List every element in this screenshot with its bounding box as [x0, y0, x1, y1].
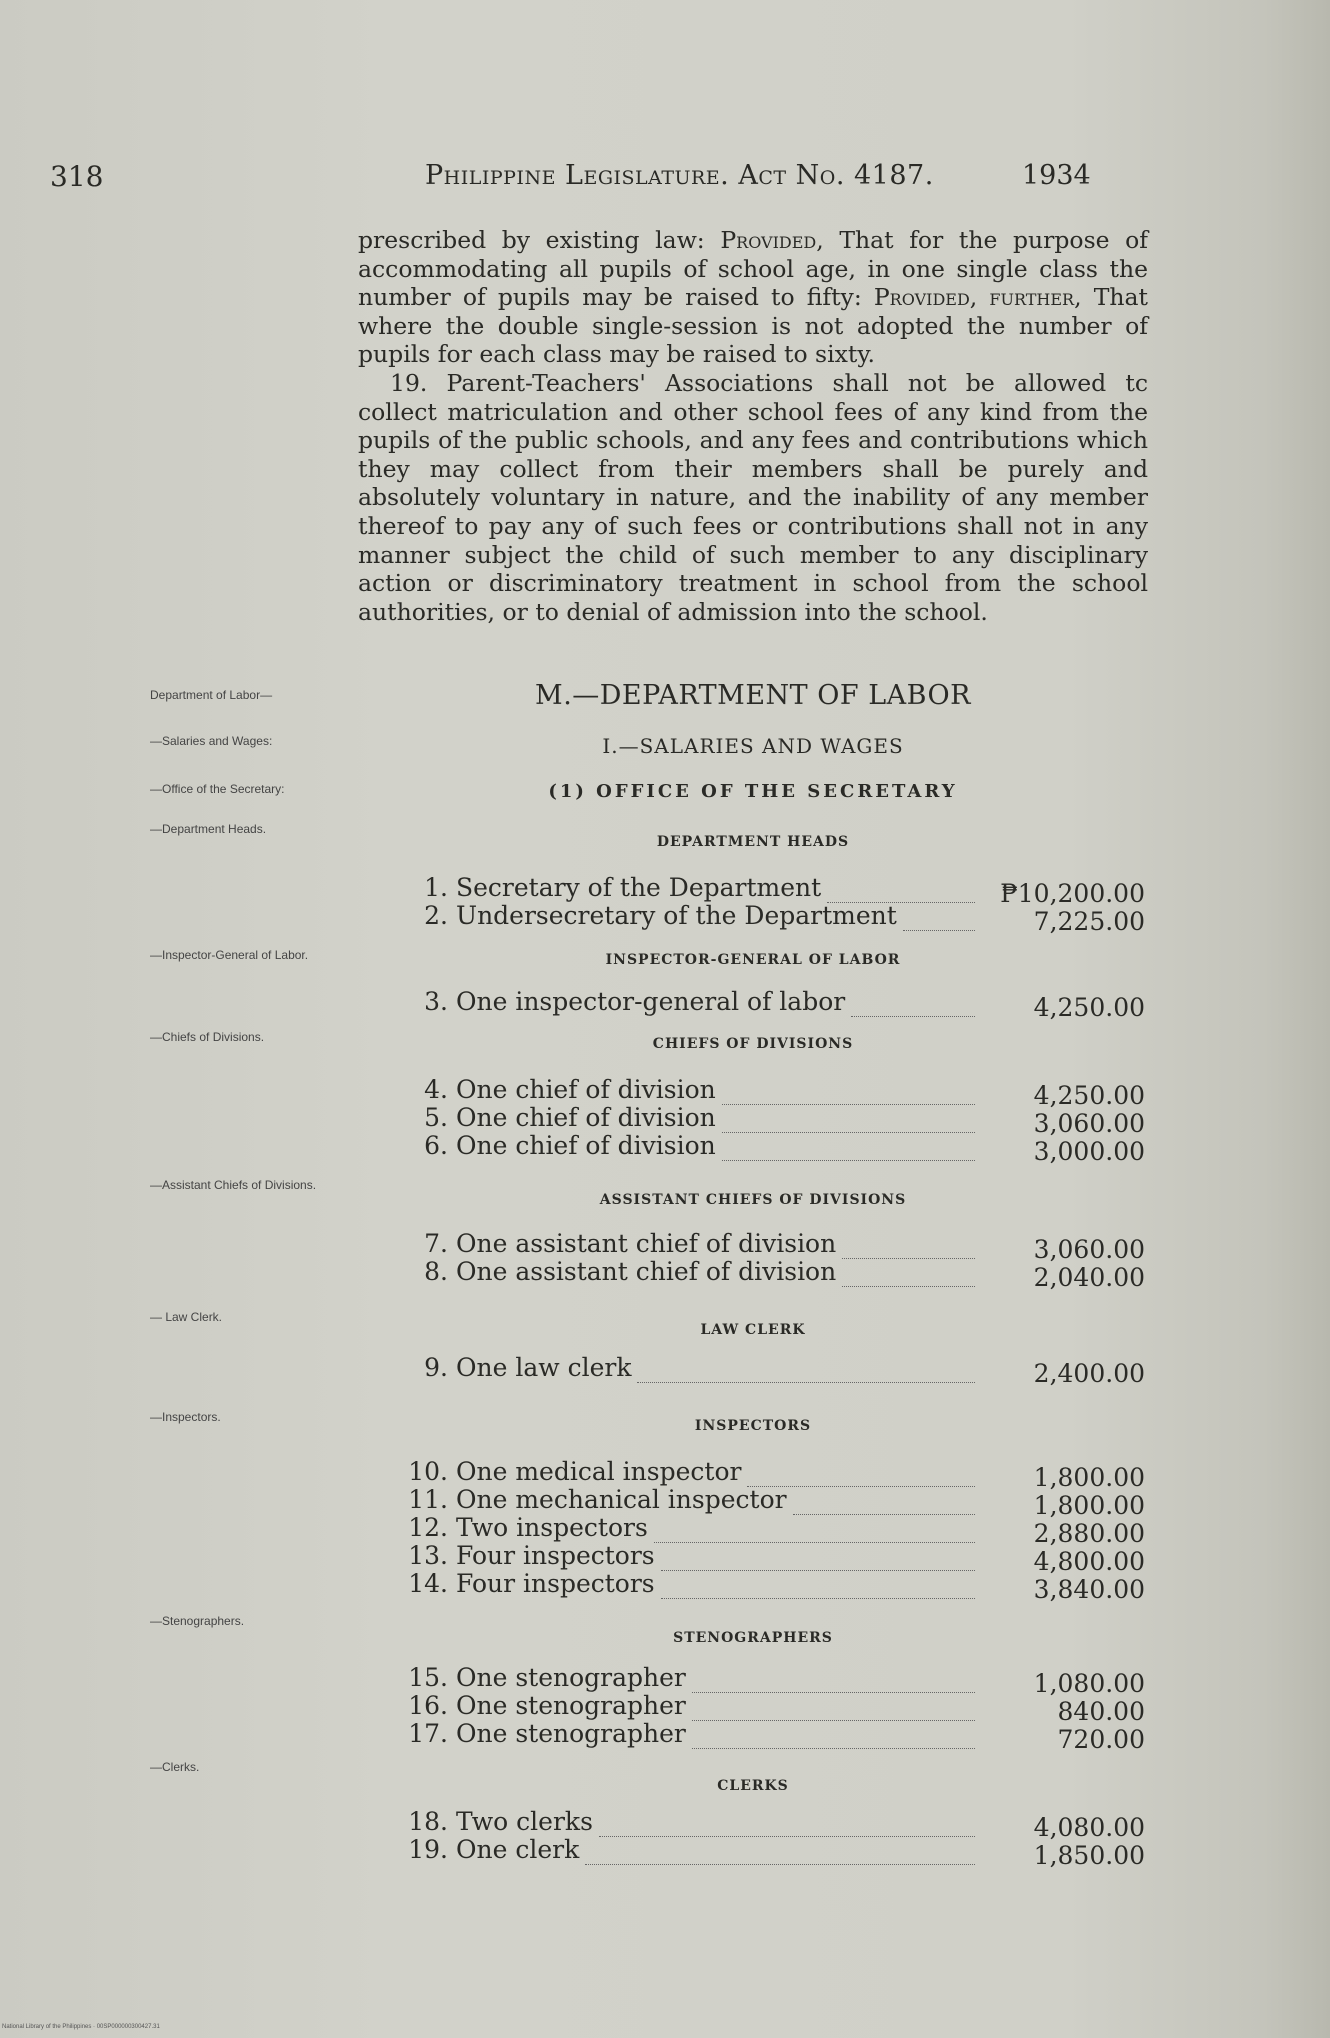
- margin-note: —Inspectors.: [150, 1410, 221, 1424]
- item-number: 19.: [408, 1835, 448, 1864]
- salary-item: [390, 1257, 1145, 1292]
- leader-dots: [722, 1132, 975, 1161]
- margin-note: —Inspector-General of Labor.: [150, 948, 309, 962]
- item-number: 13.: [408, 1541, 448, 1570]
- item-amount: 4,250.00: [1033, 1081, 1145, 1110]
- item-description: One chief of division: [456, 1103, 716, 1132]
- leader-dots: [585, 1836, 975, 1865]
- item-amount: ₱10,200.00: [1000, 879, 1145, 908]
- item-description: One assistant chief of division: [456, 1257, 837, 1286]
- leader-dots: [747, 1458, 975, 1487]
- item-description: One stenographer: [456, 1719, 686, 1748]
- leader-dots: [827, 874, 975, 903]
- item-number: 15.: [408, 1663, 448, 1692]
- leader-dots: [851, 988, 975, 1017]
- item-description: One stenographer: [456, 1691, 686, 1720]
- leader-dots: [692, 1664, 975, 1693]
- group-heading: CHIEFS OF DIVISIONS: [652, 1036, 854, 1052]
- item-amount: 4,800.00: [1033, 1547, 1145, 1576]
- salary-item: [390, 873, 1145, 908]
- item-description: Two clerks: [456, 1807, 593, 1836]
- salary-item: [390, 1663, 1145, 1698]
- leader-dots: [842, 1258, 975, 1287]
- item-number: 18.: [408, 1807, 448, 1836]
- item-description: One inspector-general of labor: [456, 987, 846, 1016]
- item-number: 4.: [424, 1075, 448, 1104]
- leader-dots: [903, 902, 975, 931]
- item-description: One assistant chief of division: [456, 1229, 837, 1258]
- leader-dots: [842, 1230, 975, 1259]
- item-amount: 1,800.00: [1033, 1491, 1145, 1520]
- item-description: One chief of division: [456, 1075, 716, 1104]
- paragraph-continuation: prescribed by existing law: Provided, That for the purpose of accommodating all pupils of school age, in one single class the number of pupils may be raised to fifty: Provided, further, That where the double single-session is not adopted the number of pupils for each class may be raised to sixty.: [358, 226, 1149, 369]
- item-number: 10.: [408, 1457, 448, 1486]
- page-number: 318: [50, 160, 104, 193]
- margin-note: Department of Labor—: [150, 688, 273, 702]
- item-amount: 3,000.00: [1033, 1137, 1145, 1166]
- margin-note: —Office of the Secretary:: [150, 782, 285, 796]
- item-number: 3.: [424, 987, 448, 1016]
- margin-note: —Salaries and Wages:: [150, 734, 273, 748]
- margin-note: — Law Clerk.: [150, 1310, 223, 1324]
- item-description: One medical inspector: [456, 1457, 742, 1486]
- group-heading: DEPARTMENT HEADS: [656, 834, 850, 850]
- item-number: 5.: [424, 1103, 448, 1132]
- group-heading: CLERKS: [717, 1778, 789, 1794]
- item-amount: 2,880.00: [1033, 1519, 1145, 1548]
- item-number: 12.: [408, 1513, 448, 1542]
- margin-note: —Assistant Chiefs of Divisions.: [150, 1178, 317, 1192]
- salary-item: [390, 1229, 1145, 1264]
- group-heading: STENOGRAPHERS: [673, 1630, 833, 1646]
- item-amount: 840.00: [1057, 1697, 1145, 1726]
- margin-note: —Chiefs of Divisions.: [150, 1030, 265, 1044]
- item-amount: 720.00: [1057, 1725, 1145, 1754]
- salary-item: [390, 1075, 1145, 1110]
- salary-item: [390, 1835, 1145, 1870]
- salary-item: [390, 1807, 1145, 1842]
- group-heading: ASSISTANT CHIEFS OF DIVISIONS: [599, 1192, 907, 1208]
- item-number: 14.: [408, 1569, 448, 1598]
- section-subtitle: I.—SALARIES AND WAGES: [602, 734, 904, 758]
- item-description: One stenographer: [456, 1663, 686, 1692]
- salary-item: [390, 1131, 1145, 1166]
- salary-item: [390, 1569, 1145, 1604]
- item-description: Two inspectors: [456, 1513, 648, 1542]
- item-amount: 1,850.00: [1033, 1841, 1145, 1870]
- item-number: 8.: [424, 1257, 448, 1286]
- leader-dots: [661, 1542, 975, 1571]
- item-number: 11.: [408, 1485, 448, 1514]
- scan-footer: National Library of the Philippines · 00SP000000300427.31: [2, 2024, 160, 2030]
- leader-dots: [654, 1514, 975, 1543]
- item-amount: 3,840.00: [1033, 1575, 1145, 1604]
- leader-dots: [599, 1808, 975, 1837]
- salary-item: [390, 987, 1145, 1022]
- running-head-year: 1934: [1022, 160, 1091, 191]
- item-number: 17.: [408, 1719, 448, 1748]
- group-heading: INSPECTOR-GENERAL OF LABOR: [605, 952, 901, 968]
- item-number: 7.: [424, 1229, 448, 1258]
- group-heading: LAW CLERK: [700, 1322, 806, 1338]
- item-amount: 3,060.00: [1033, 1235, 1145, 1264]
- item-amount: 3,060.00: [1033, 1109, 1145, 1138]
- leader-dots: [722, 1076, 975, 1105]
- leader-dots: [722, 1104, 975, 1133]
- margin-note: —Stenographers.: [150, 1614, 245, 1628]
- item-description: One chief of division: [456, 1131, 716, 1160]
- item-description: One law clerk: [456, 1353, 632, 1382]
- item-amount: 4,250.00: [1033, 993, 1145, 1022]
- group-heading: INSPECTORS: [694, 1418, 812, 1434]
- salary-item: [390, 1719, 1145, 1754]
- item-amount: 2,400.00: [1033, 1359, 1145, 1388]
- item-description: One mechanical inspector: [456, 1485, 787, 1514]
- body-text: [358, 226, 1148, 626]
- salary-item: [390, 901, 1145, 936]
- margin-note: —Clerks.: [150, 1760, 200, 1774]
- leader-dots: [661, 1570, 975, 1599]
- item-number: 6.: [424, 1131, 448, 1160]
- leader-dots: [793, 1486, 975, 1515]
- item-number: 1.: [424, 873, 448, 902]
- salary-item: [390, 1541, 1145, 1576]
- item-description: Undersecretary of the Department: [456, 901, 897, 930]
- leader-dots: [692, 1692, 975, 1721]
- item-number: 2.: [424, 901, 448, 930]
- paragraph-19: 19. Parent-Teachers' Associations shall not be allowed tc collect matriculation and other school fees of any kind from the pupils of the public schools, and any fees and contributions which they may collect from their members shall be purely and absolutely voluntary in nature, and the inability of any member thereof to pay any of such fees or contributions shall not in any manner subject the child of such member to any disciplinary action or discriminatory treatment in school from the school authorities, or to denial of admission into the school.: [358, 368, 1148, 626]
- section-title: M.—DEPARTMENT OF LABOR: [535, 680, 971, 711]
- margin-note: —Department Heads.: [150, 822, 267, 836]
- item-amount: 4,080.00: [1033, 1813, 1145, 1842]
- salary-item: [390, 1353, 1145, 1388]
- item-description: Four inspectors: [456, 1569, 655, 1598]
- item-number: 16.: [408, 1691, 448, 1720]
- item-number: 9.: [424, 1353, 448, 1382]
- item-amount: 1,800.00: [1033, 1463, 1145, 1492]
- item-amount: 1,080.00: [1033, 1669, 1145, 1698]
- leader-dots: [637, 1354, 975, 1383]
- leader-dots: [692, 1720, 975, 1749]
- section-subtitle-office: (1) OFFICE OF THE SECRETARY: [548, 781, 958, 802]
- salary-item: [390, 1457, 1145, 1492]
- salary-item: [390, 1103, 1145, 1138]
- item-amount: 7,225.00: [1033, 907, 1145, 936]
- item-amount: 2,040.00: [1033, 1263, 1145, 1292]
- page-header: [0, 160, 1330, 200]
- salary-item: [390, 1691, 1145, 1726]
- salary-item: [390, 1485, 1145, 1520]
- salary-item: [390, 1513, 1145, 1548]
- item-description: One clerk: [456, 1835, 580, 1864]
- item-description: Secretary of the Department: [456, 873, 822, 902]
- running-head: Philippine Legislature. Act No. 4187.: [425, 160, 934, 191]
- item-description: Four inspectors: [456, 1541, 655, 1570]
